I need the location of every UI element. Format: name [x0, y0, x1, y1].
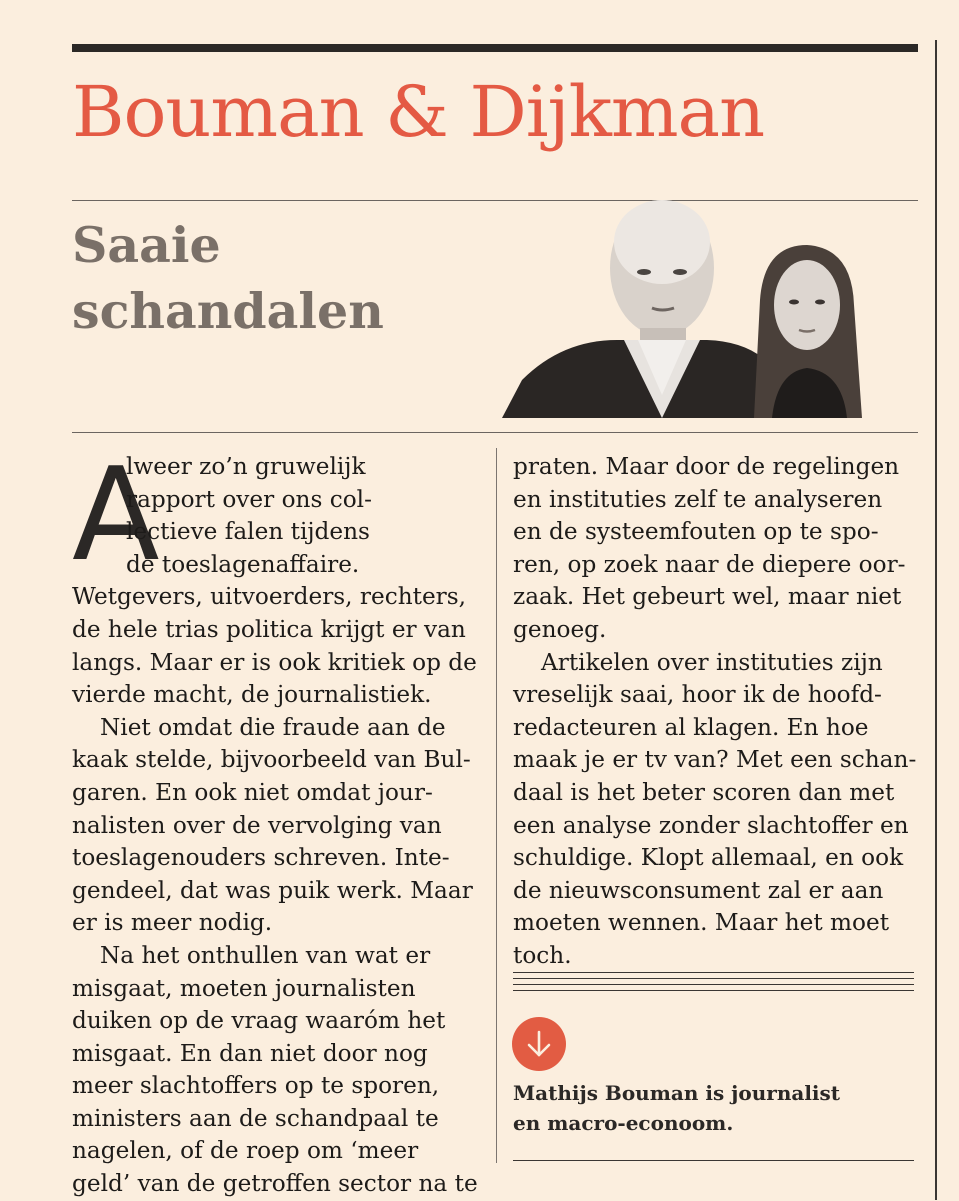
- text-line: misgaat. En dan niet door nog: [72, 1039, 428, 1067]
- text-line: Wetgevers, uitvoerders, rechters,: [72, 583, 467, 611]
- text-line: vierde macht, de journalistiek.: [72, 681, 432, 709]
- bio-line-1: Mathijs Bouman is journalist: [513, 1081, 841, 1105]
- article-headline: [72, 212, 512, 344]
- page-edge-rule: [935, 40, 937, 1200]
- text-line: langs. Maar er is ook kritiek op de: [72, 648, 477, 676]
- text-line: moeten wennen. Maar het moet: [513, 909, 890, 937]
- text-line: de toeslagenaffaire.: [126, 550, 360, 578]
- author-portraits: [502, 190, 902, 418]
- text-line: ministers aan de schandpaal te: [72, 1104, 439, 1132]
- column-title: Bouman & Dijkman: [72, 71, 765, 153]
- text-line: misgaat, moeten journalisten: [72, 974, 416, 1002]
- column-divider: [496, 448, 497, 1163]
- text-line: en instituties zelf te analyseren: [513, 485, 883, 513]
- top-bar: [72, 44, 918, 52]
- end-rule-2: [513, 978, 914, 979]
- text-line: lectieve falen tijdens: [126, 518, 370, 546]
- text-line: rapport over ons col-: [126, 485, 372, 513]
- end-rule-4: [513, 990, 914, 991]
- text-line: daal is het beter scoren dan met: [513, 778, 895, 806]
- text-line: garen. En ook niet omdat jour-: [72, 778, 433, 806]
- header-divider: [72, 432, 918, 433]
- text-line: de hele trias politica krijgt er van: [72, 615, 466, 643]
- text-line: Na het onthullen van wat er: [100, 941, 431, 969]
- text-line: Artikelen over instituties zijn: [541, 648, 883, 676]
- text-line: nagelen, of de roep om ‘meer: [72, 1137, 419, 1165]
- text-line: een analyse zonder slachtoffer en: [513, 811, 909, 839]
- end-rule-3: [513, 984, 914, 985]
- text-line: vreselijk saai, hoor ik de hoofd-: [513, 681, 882, 709]
- drop-cap: A: [72, 441, 160, 590]
- end-rule-1: [513, 972, 914, 973]
- text-line: kaak stelde, bijvoorbeeld van Bul-: [72, 746, 471, 774]
- arrow-down-icon[interactable]: [512, 1017, 566, 1071]
- text-line: maak je er tv van? Met een schan-: [513, 746, 917, 774]
- article-column-1: [72, 441, 482, 1201]
- text-line: lweer zo’n gruwelijk: [126, 453, 366, 480]
- text-line: gendeel, dat was puik werk. Maar: [72, 876, 473, 904]
- text-line: toeslagenouders schreven. Inte-: [72, 844, 450, 872]
- text-line: er is meer nodig.: [72, 909, 273, 937]
- text-line: nalisten over de vervolging van: [72, 811, 442, 839]
- text-line: schuldige. Klopt allemaal, en ook: [513, 844, 904, 872]
- text-line: Niet omdat die fraude aan de: [100, 713, 446, 741]
- text-line: praten. Maar door de regelingen: [513, 453, 900, 480]
- text-line: duiken op de vraag waaróm het: [72, 1007, 446, 1035]
- author-bio: [513, 1078, 913, 1138]
- text-line: geld’ van de getroffen sector na te: [72, 1170, 478, 1198]
- text-line: meer slachtoffers op te sporen,: [72, 1072, 440, 1100]
- text-line: ren, op zoek naar de diepere oor-: [513, 550, 906, 578]
- bio-bottom-rule: [513, 1160, 914, 1161]
- bio-line-2: en macro-econoom.: [513, 1111, 734, 1135]
- text-line: zaak. Het gebeurt wel, maar niet: [513, 583, 902, 611]
- article-column-2: [513, 451, 917, 973]
- headline-line-2: schandalen: [72, 282, 384, 340]
- text-line: de nieuwsconsument zal er aan: [513, 876, 884, 904]
- text-line: toch.: [513, 941, 572, 969]
- headline-line-1: Saaie: [72, 216, 221, 274]
- text-line: genoeg.: [513, 615, 607, 643]
- text-line: en de systeemfouten op te spo-: [513, 518, 879, 546]
- text-line: redacteuren al klagen. En hoe: [513, 713, 869, 741]
